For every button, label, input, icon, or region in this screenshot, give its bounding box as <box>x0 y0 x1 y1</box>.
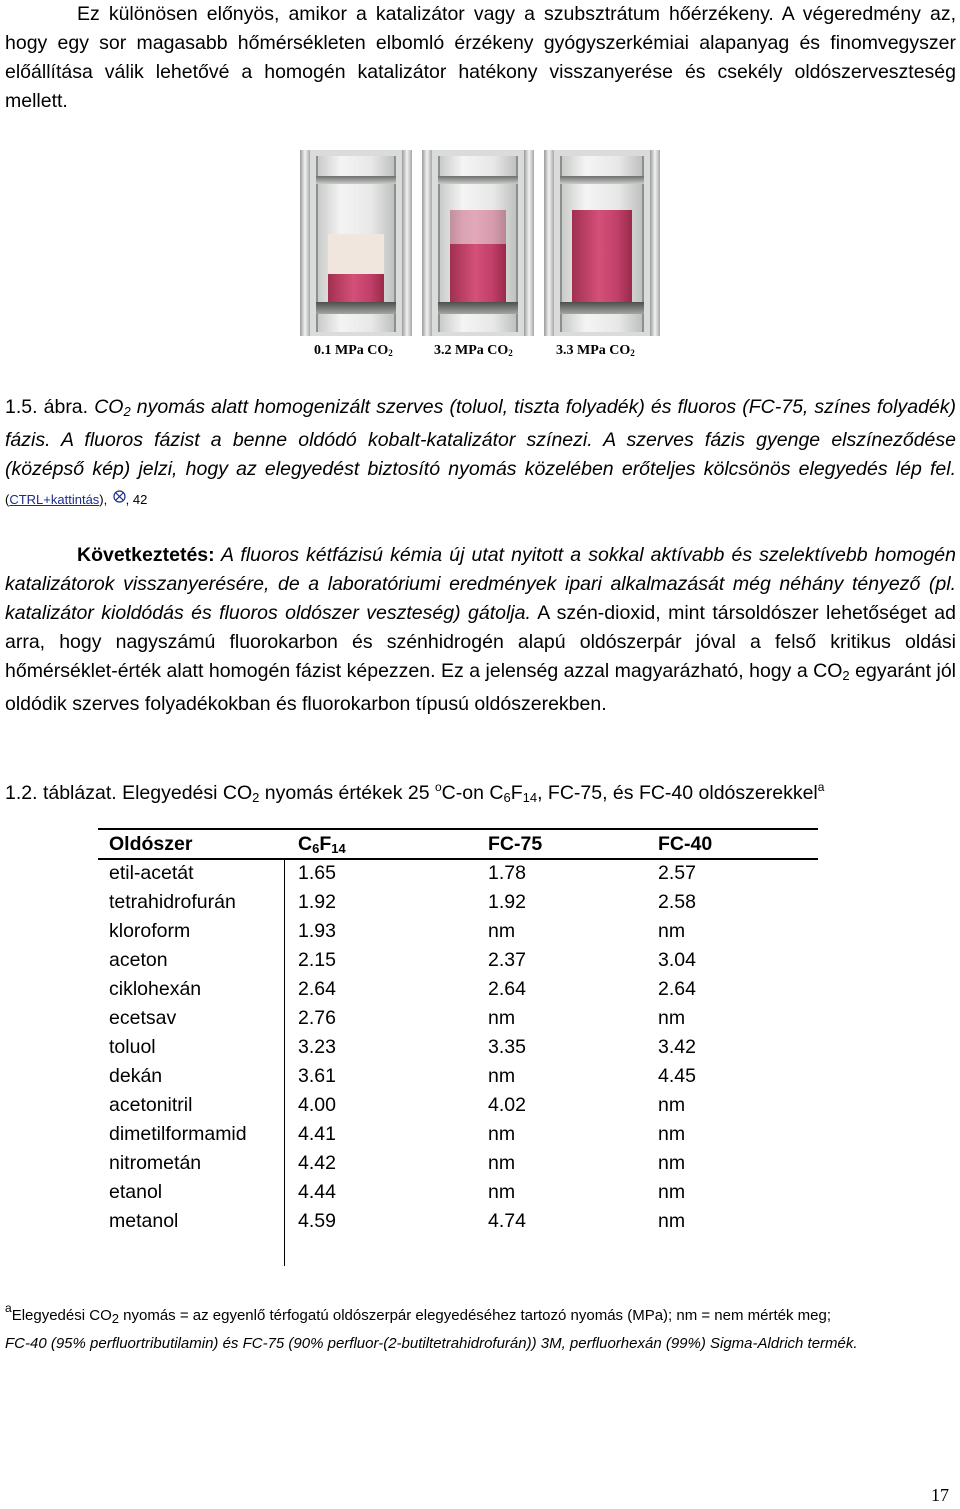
table-row <box>98 975 818 1004</box>
pressure-value: 1.93 <box>298 920 336 942</box>
table-row <box>98 946 818 975</box>
pressure-value: 3.42 <box>658 1036 696 1058</box>
figure-caption: 1.5. ábra. $CO_2$ nyomás alatt homogenizált szerves (toluol, tiszta folyadék) és fluoros (FC-75, színes folyadék) fázis. A fluoros fázist a benne oldódó kobalt-katalizátor színezi. A szerves fázis gyenge elszíneződése (középső kép) jelzi, hogy az elegyedést biztosító nyomás közelében erőteljes kölcsönös elegyedés lép fel. $^{(CTRL+kattintás),}$ $^{, 42}$ <box>5 396 957 507</box>
pressure-value: 2.58 <box>658 891 696 913</box>
pressure-value: nm <box>658 1123 686 1145</box>
table-row <box>98 1149 818 1178</box>
pressure-value: 3.35 <box>488 1036 526 1058</box>
header-fc75: FC-75 <box>488 833 543 855</box>
reference-number: , 42 <box>125 492 148 507</box>
pressure-value: nm <box>488 1065 516 1087</box>
solvent-name: tetrahidrofurán <box>109 891 236 913</box>
solvent-name: etanol <box>109 1181 163 1203</box>
pressure-value: 2.37 <box>488 949 526 971</box>
pressure-value: nm <box>488 1152 516 1174</box>
table-footnote: $^a$Elegyedési $CO_2$ nyomás = az egyenlő térfogatú oldószerpár elegyedéséhez tartozó nyomás (MPa); nm = nem mérték meg; FC-40 (95% perfluortributilamin) és FC-75 (90% perfluor-(2-butiltetrahidrofurán)) 3M, perfluorhexán (99%) Sigma-Aldrich termék. <box>5 1301 858 1352</box>
table-row <box>98 1062 818 1091</box>
mixed-phase-2 <box>450 210 506 244</box>
conclusion-paragraph: Következtetés: A fluoros kétfázisú kémia új utat nyitott a sokkal aktívabb és szelektívebb homogén katalizátorok visszanyerésére, de a laboratóriumi eredmények ipari alkalmazását még néhány tényező (pl. katalizátor kioldódás és fluoros oldószer veszteség) gátolja. A szén-dioxid, mint társoldószer lehetőséget ad arra, hogy nagyszámú fluorokarbon és szénhidrogén alapú oldószerpár jóval a felső kritikus oldási hőmérséklet-érték alatt homogén fázist képezzen. Ez a jelenség azzal magyarázható, hogy a $CO_2$ egyaránt jól oldódik szerves folyadékokban és fluorokarbon típusú oldószerekben. <box>5 544 956 715</box>
pressure-value: 2.76 <box>298 1007 336 1029</box>
pressure-value: 4.41 <box>298 1123 336 1145</box>
table-row <box>98 1207 818 1236</box>
tube-image-1 <box>300 150 412 336</box>
pressure-value: nm <box>658 1181 686 1203</box>
pressure-value: 2.57 <box>658 862 696 884</box>
pressure-value: 1.78 <box>488 862 526 884</box>
table-row <box>98 1033 818 1062</box>
table-title: 1.2. táblázat. Elegyedési $CO_2$ nyomás értékek 25 $^o$C-on $C_6F_{14}$, FC-75, és FC-40 oldószerekkel$^a$ <box>5 780 825 805</box>
solvent-name: dimetilformamid <box>109 1123 247 1145</box>
pressure-value: 3.23 <box>298 1036 336 1058</box>
page-number: 17 <box>931 1485 949 1505</box>
table-row <box>98 1178 818 1207</box>
pressure-value: nm <box>488 1123 516 1145</box>
pressure-value: 4.42 <box>298 1152 336 1174</box>
figure-tubes <box>300 150 662 365</box>
pressure-value: 4.00 <box>298 1094 336 1116</box>
table-row <box>98 888 818 917</box>
header-c6f14: $C_6F_{14}$ <box>298 833 346 856</box>
pressure-value: 4.59 <box>298 1210 336 1232</box>
header-oldoszer: Oldószer <box>109 833 193 855</box>
table-row <box>98 859 818 888</box>
pressure-value: 2.64 <box>298 978 336 1000</box>
pressure-value: nm <box>488 920 516 942</box>
figure-label-3: 3.3 MPa $CO_2$ <box>556 343 635 358</box>
pressure-value: 2.64 <box>488 978 526 1000</box>
tube-image-2 <box>422 150 534 336</box>
figure-label-1: 0.1 MPa $CO_2$ <box>314 343 393 358</box>
solvent-name: aceton <box>109 949 168 971</box>
figure-labels <box>300 343 662 361</box>
pressure-value: nm <box>658 1152 686 1174</box>
pressure-value: 4.45 <box>658 1065 696 1087</box>
pressure-value: 1.92 <box>488 891 526 913</box>
solvent-name: kloroform <box>109 920 191 942</box>
table-header-row <box>98 830 818 859</box>
solvent-name: toluol <box>109 1036 156 1058</box>
solvent-name: metanol <box>109 1210 179 1232</box>
table-row <box>98 1004 818 1033</box>
pressure-value: 4.44 <box>298 1181 336 1203</box>
ctrl-click-link[interactable]: CTRL+kattintás <box>9 492 100 507</box>
pressure-value: nm <box>658 920 686 942</box>
pressure-value: 4.74 <box>488 1210 526 1232</box>
intro-paragraph <box>5 0 956 116</box>
caption-label: 1.5. ábra. <box>5 396 89 418</box>
solvent-name: acetonitril <box>109 1094 193 1116</box>
intro-text: Ez különösen előnyös, amikor a katalizátor vagy a szubsztrátum hőérzékeny. A végeredmény az, hogy egy sor magasabb hőmérsékleten elbomló érzékeny gyógyszerkémiai alapanyag és finomvegyszer előállítása válik lehetővé a homogén katalizátor hatékony visszanyerése és csekély oldószerveszteség mellett. <box>5 3 956 112</box>
homogeneous-phase-3 <box>572 210 632 312</box>
pressure-value: nm <box>488 1007 516 1029</box>
tube-image-3 <box>544 150 660 336</box>
solvent-name: etil-acetát <box>109 862 194 884</box>
pressure-value: 1.65 <box>298 862 336 884</box>
pressure-value: nm <box>658 1007 686 1029</box>
conclusion-heading: Következtetés: <box>77 544 215 566</box>
data-table <box>98 828 818 1268</box>
solvent-name: dekán <box>109 1065 163 1087</box>
table-row <box>98 1120 818 1149</box>
pressure-value: 1.92 <box>298 891 336 913</box>
pressure-value: nm <box>488 1181 516 1203</box>
header-fc40: FC-40 <box>658 833 713 855</box>
pressure-value: 3.61 <box>298 1065 336 1087</box>
pressure-value: nm <box>658 1094 686 1116</box>
pressure-value: 4.02 <box>488 1094 526 1116</box>
table-row <box>98 1091 818 1120</box>
solvent-name: ciklohexán <box>109 978 202 1000</box>
solvent-name: ecetsav <box>109 1007 177 1029</box>
table-row <box>98 917 818 946</box>
solvent-name: nitrometán <box>109 1152 202 1174</box>
pressure-value: nm <box>658 1210 686 1232</box>
pressure-value: 2.15 <box>298 949 336 971</box>
pressure-value: 2.64 <box>658 978 696 1000</box>
circled-x-icon[interactable] <box>113 490 126 503</box>
pressure-value: 3.04 <box>658 949 696 971</box>
figure-label-2: 3.2 MPa $CO_2$ <box>434 343 513 358</box>
